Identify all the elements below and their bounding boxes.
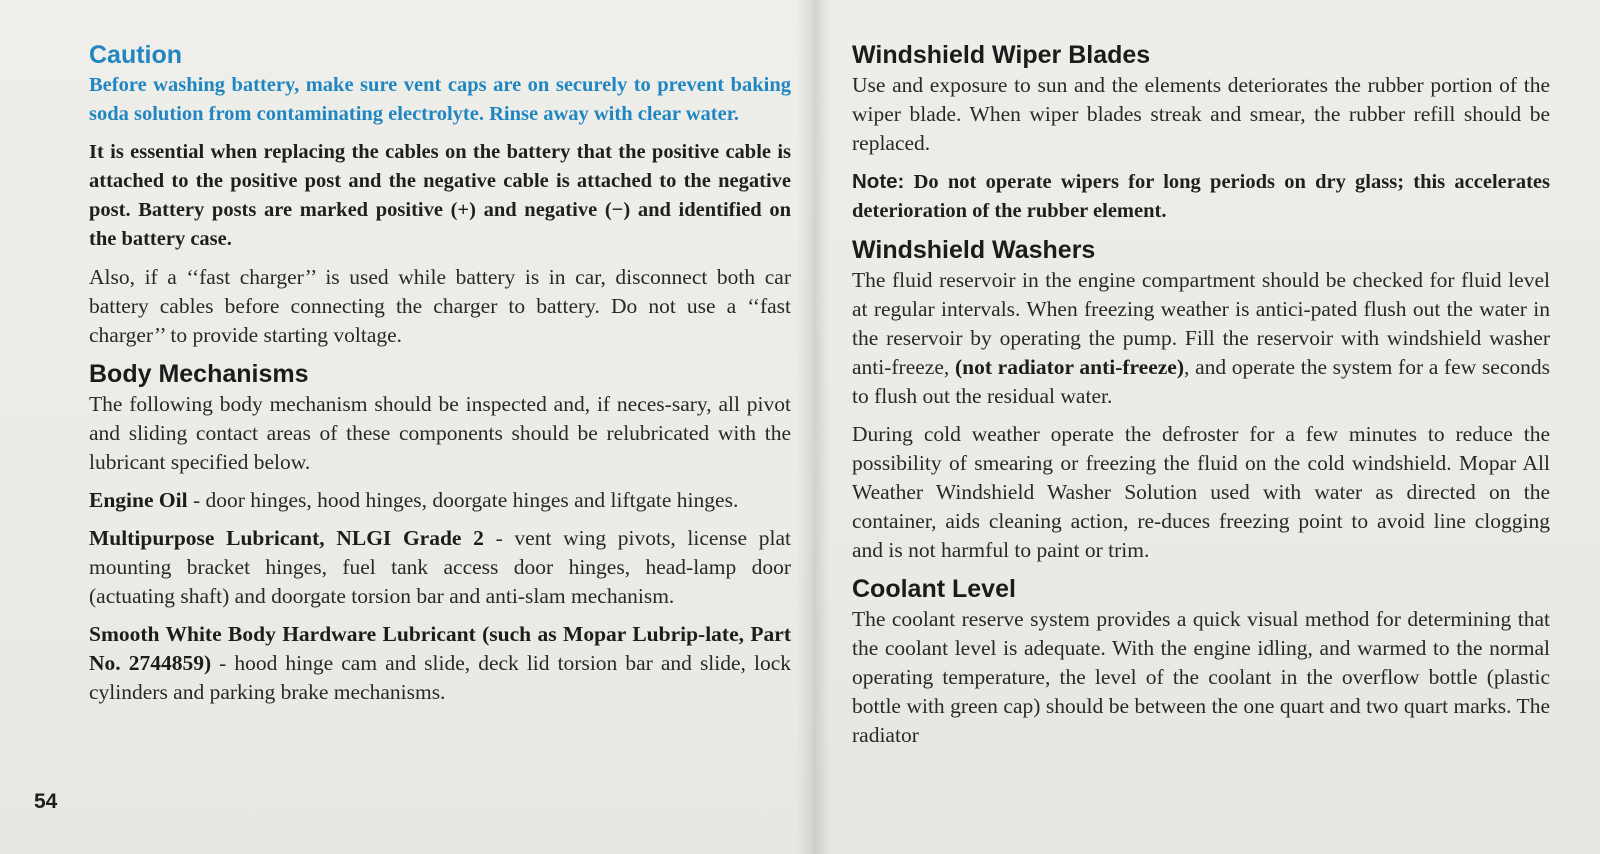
body-mechanisms-intro: The following body mechanism should be inspected and, if neces-sary, all pivot and sliding contact areas of these components should be relubricated with the lubricant specified below. [89,392,791,474]
wiper-blades-text: Use and exposure to sun and the elements deteriorates the rubber portion of the wiper blade. When wiper blades streak and smear, the rubber refill should be replaced. [852,73,1550,155]
washers-p1-part-b: , and operate the system for a few seconds to flush out the residual water. [852,355,1550,408]
smooth-white-paragraph [89,620,791,707]
fast-charger-paragraph: Also, if a ‘‘fast charger’’ is used while battery is in car, disconnect both car battery cables before connecting the charger to battery. Do not use a ‘‘fast charger’’ to provide starting voltage. [89,265,791,347]
washers-paragraph-1 [852,266,1550,411]
note-label: Note: [852,170,905,193]
battery-cables-paragraph: It is essential when replacing the cables on the battery that the positive cable is attached to the positive post and the negative cable is attached to the negative post. Battery posts are marked positive (+) and negative (−) and identified on the battery case. [89,141,791,250]
coolant-heading: Coolant Level [852,575,1016,603]
washers-p1-bold: (not radiator anti-freeze) [954,355,1185,379]
note-text: Do not operate wipers for long periods on dry glass; this accelerates deterioration of the rubber element. [852,171,1550,222]
washers-p1-part-a: The fluid reservoir in the engine compartment should be checked for fluid level at regular intervals. When freezing weather is antici-pated flush out the water in the reservoir by operating the pump. Fill the reservoir with windshield washer anti-freeze, [852,268,1550,379]
wiper-blades-heading: Windshield Wiper Blades [852,41,1151,69]
body-mechanisms-heading: Body Mechanisms [89,360,309,388]
engine-oil-paragraph [89,486,791,515]
smooth-white-label: Smooth White Body Hardware Lubricant (such as Mopar Lubrip-late, Part No. 2744859) [89,622,791,675]
page-number: 54 [34,790,58,813]
caution-heading: Caution [89,41,183,69]
coolant-text: The coolant reserve system provides a quick visual method for determining that the coolant level is adequate. With the engine idling, and warmed to the normal operating temperature, the level of the coolant in the overflow bottle (plastic bottle with green cap) should be between the one quart and two quart marks. The radiator [852,607,1550,747]
caution-text: Before washing battery, make sure vent caps are on securely to prevent baking soda solution from contaminating electrolyte. Rinse away with clear water. [89,74,791,125]
page-gutter [796,0,830,854]
washers-paragraph-2: During cold weather operate the defroster for a few minutes to reduce the possibility of smearing or freezing the fluid on the cold windshield. Mopar All Weather Windshield Washer Solution used with water as directed on the container, aids cleaning action, re-duces freezing point to avoid line clogging and is not harmful to paint or trim. [852,422,1550,562]
multipurpose-label: Multipurpose Lubricant, NLGI Grade 2 [89,526,484,550]
wiper-note [852,167,1550,226]
multipurpose-paragraph [89,524,791,611]
engine-oil-label: Engine Oil [89,488,188,512]
smooth-white-text: - hood hinge cam and slide, deck lid torsion bar and slide, lock cylinders and parking brake mechanisms. [89,651,791,704]
multipurpose-text: - vent wing pivots, license plat mounting bracket hinges, fuel tank access door hinges, head-lamp door (actuating shaft) and doorgate torsion bar and anti-slam mechanism. [89,526,791,608]
engine-oil-text: - door hinges, hood hinges, doorgate hinges and liftgate hinges. [187,488,739,512]
right-column [852,40,1550,759]
washers-heading: Windshield Washers [852,236,1096,264]
left-column [89,40,791,716]
